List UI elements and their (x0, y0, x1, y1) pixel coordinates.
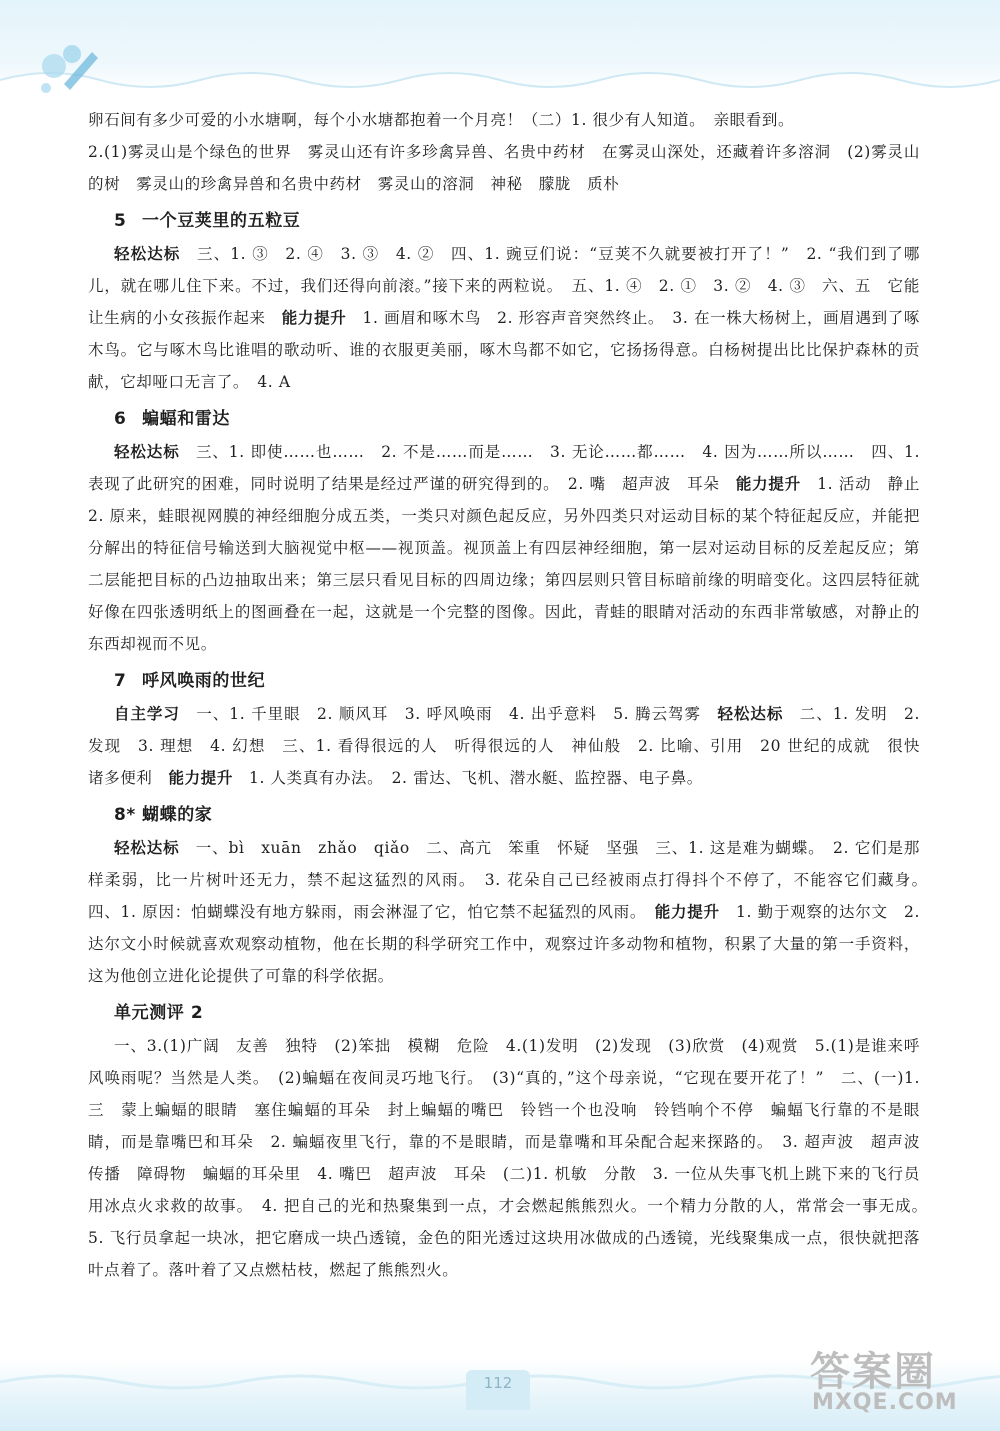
label-advanced: 能力提升 (735, 475, 801, 493)
answer-text: 1. 活动 静止 2. 原来，蛙眼视网膜的神经细胞分成五类，一类只对颜色起反应，另外四类只对运动目标的某个特征起反应，并能把分解出的特征信号输送到大脑视觉中枢——视顶盖。视顶盖上有四层神经细胞，第一层对运动目标的反差起反应；第二层能把目标的凸边抽取出来；第三层只看见目标的四周边缘；第四层则只管目标暗前缘的明暗变化。这四层特征就好像在四张透明纸上的图画叠在一起，这就是一个完整的图像。因此，青蛙的眼睛对活动的东西非常敏感，对静止的东西却视而不见。 (88, 475, 937, 653)
label-advanced: 能力提升 (168, 769, 233, 787)
answer-content (88, 104, 937, 1286)
page-number: 112 (483, 1374, 513, 1392)
label-easy: 轻松达标 (114, 443, 180, 461)
section-7-title (88, 664, 920, 698)
label-self-study: 自主学习 (114, 705, 180, 723)
section-5-answers (88, 238, 920, 398)
label-advanced: 能力提升 (654, 903, 720, 921)
answer-text: 一、1. 千里眼 2. 顺风耳 3. 呼风唤雨 4. 出乎意料 5. 腾云驾雾 (179, 705, 718, 723)
answer-text: 二、1. 发明 2. 发现 3. 理想 4. 幻想 三、1. 看得很远的人 听得很远的人 神仙般 2. 比喻、引用 20 世纪的成就 很快 诸多便利 (88, 705, 937, 787)
section-title-text: 呼风唤雨的世纪 (142, 671, 266, 691)
watermark-logo (810, 1340, 980, 1420)
answer-text: 三、1. 即使……也…… 2. 不是……而是…… 3. 无论……都…… 4. 因为……所以…… 四、1. 表现了此研究的困难，同时说明了结果是经过严谨的研究得到的。 2. 嘴 超声波 耳朵 (88, 443, 921, 493)
answer-text: 1. 勤于观察的达尔文 2. 达尔文小时候就喜欢观察动植物，他在长期的科学研究工作中，观察过许多动物和植物，积累了大量的第一手资料，这为他创立进化论提供了可靠的科学依据。 (88, 903, 920, 985)
unit-test-answers: 一、3.(1)广阔 友善 独特 (2)笨拙 模糊 危险 4.(1)发明 (2)发现 (3)欣赏 (4)观赏 5.(1)是谁来呼风唤雨呢？当然是人类。 (2)蝙蝠在夜间灵巧地飞行。 (3)“真的，”这个母亲说，“它现在要开花了！” 二、(一)1. 三 蒙上蝙蝠的眼睛 塞住蝙蝠的耳朵 封上蝙蝠的嘴巴 铃铛一个也没响 铃铛响个不停 蝙蝠飞行靠的不是眼睛，而是靠嘴巴和耳朵 2. 蝙蝠夜里飞行，靠的不是眼睛，而是靠嘴和耳朵配合起来探路的。 3. 超声波 超声波 传播 障碍物 蝙蝠的耳朵里 4. 嘴巴 超声波 耳朵 (二)1. 机敏 分散 3. 一位从失事飞机上跳下来的飞行员用冰点火求救的故事。 4. 把自己的光和热聚集到一点，才会燃起熊熊烈火。一个精力分散的人，常常会一事无成。 5. 飞行员拿起一块冰，把它磨成一块凸透镜，金色的阳光透过这块用冰做成的凸透镜，光线聚集成一点，很快就把落叶点着了。落叶着了又点燃枯枝，燃起了熊熊烈火。 (88, 1037, 937, 1279)
label-easy: 轻松达标 (717, 705, 784, 723)
section-6-title (88, 402, 920, 436)
section-number: 5 (114, 211, 127, 231)
intro-paragraph-2: 2.(1)雾灵山是个绿色的世界 雾灵山还有许多珍禽异兽、名贵中药材 在雾灵山深处，还藏着许多溶洞 (2)雾灵山的树 雾灵山的珍禽异兽和名贵中药材 雾灵山的溶洞 神秘 朦胧 质朴 (88, 143, 920, 193)
answer-text: 三、1. ③ 2. ④ 3. ③ 4. ② 四、1. 豌豆们说：“豆荚不久就要被打开了！” 2. “我们到了哪儿，就在哪儿住下来。不过，我们还得向前滚。”接下来的两粒说。 五、1. ④ 2. ① 3. ② 4. ③ 六、五 它能让生病的小女孩振作起来 (88, 245, 921, 327)
section-8-answers (88, 832, 937, 992)
corner-decoration-icon (34, 32, 104, 102)
watermark-url: MXQE.COM (812, 1390, 958, 1415)
answer-text: 1. 画眉和啄木鸟 2. 形容声音突然终止。 3. 在一株大杨树上，画眉遇到了啄木鸟。它与啄木鸟比谁唱的歌动听、谁的衣服更美丽，啄木鸟都不如它，它扬扬得意。白杨树提出比比保护森林的贡献，它却哑口无言了。 4. A (88, 309, 920, 391)
section-title-text: 蝙蝠和雷达 (142, 409, 230, 429)
label-advanced: 能力提升 (281, 309, 347, 327)
answer-text: 1. 人类真有办法。 2. 雷达、飞机、潜水艇、监控器、电子鼻。 (232, 769, 703, 787)
section-number: 8* (114, 805, 136, 825)
section-title-text: 蝴蝶的家 (142, 805, 213, 825)
label-easy: 轻松达标 (114, 245, 181, 263)
section-number: 7 (114, 671, 127, 691)
watermark-text: 答案圈 (810, 1349, 936, 1395)
section-8-title (88, 798, 920, 832)
section-7-answers (88, 698, 937, 794)
label-easy: 轻松达标 (114, 839, 180, 857)
section-number: 6 (114, 409, 127, 429)
section-6-answers (88, 436, 937, 660)
header-wave (0, 62, 1000, 102)
intro-paragraph-1: 卵石间有多少可爱的小水塘啊，每个小水塘都抱着一个月亮！（二）1. 很少有人知道。 亲眼看到。 (88, 111, 795, 129)
section-title-text: 一个豆荚里的五粒豆 (142, 211, 301, 231)
section-5-title (88, 204, 920, 238)
answer-text: 一、bì xuān zhǎo qiǎo 二、高亢 笨重 怀疑 坚强 三、1. 这是难为蝴蝶。 2. 它们是那样柔弱，比一片树叶还无力，禁不起这猛烈的风雨。 3. 花朵自己已经被雨点打得抖个不停了，不能容它们藏身。 四、1. 原因：怕蝴蝶没有地方躲雨，雨会淋湿了它，怕它禁不起猛烈的风雨。 (88, 839, 937, 921)
unit-test-title: 单元测评 2 (114, 1003, 204, 1023)
